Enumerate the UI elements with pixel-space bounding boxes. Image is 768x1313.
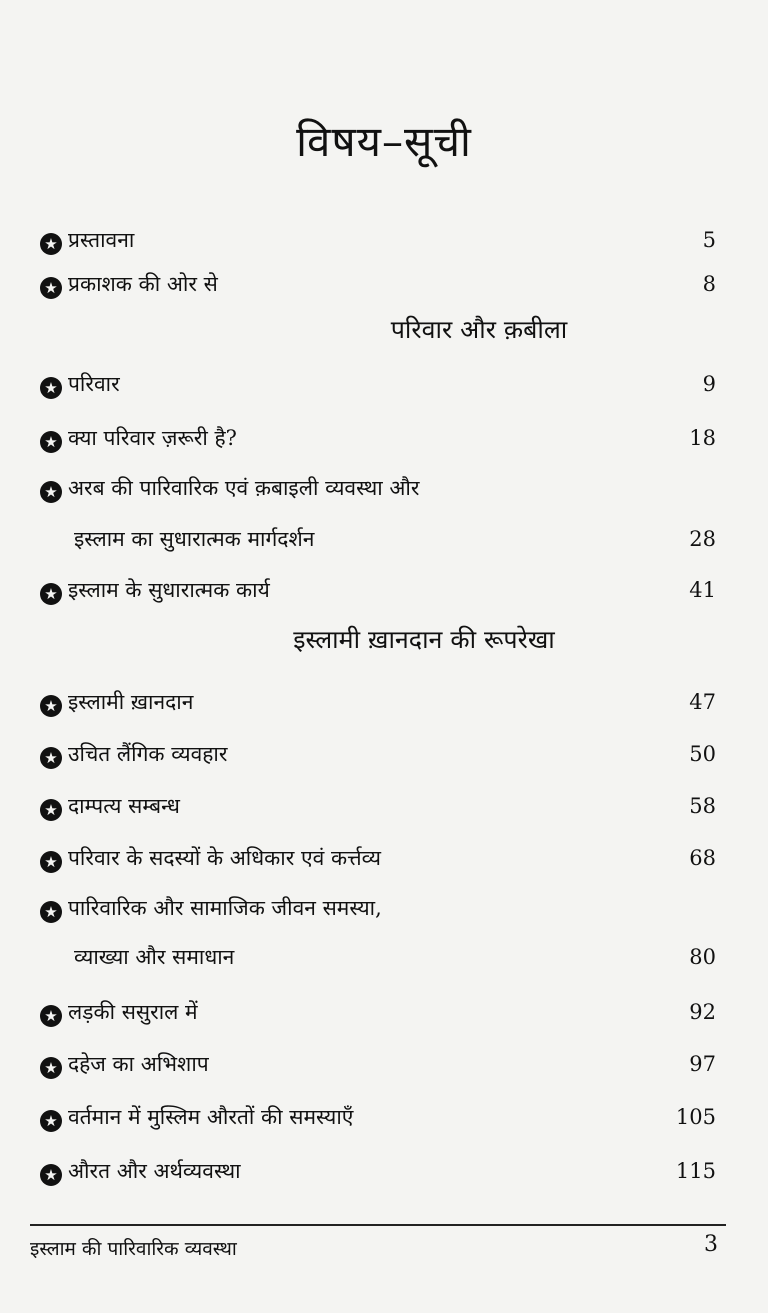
toc-entry <box>40 844 716 873</box>
star-bullet-icon: ★ <box>40 1057 62 1079</box>
toc-entry <box>40 226 716 255</box>
toc-entry <box>40 1050 716 1079</box>
entry-page: 58 <box>689 794 716 818</box>
entry-label: दहेज का अभिशाप <box>68 1052 209 1076</box>
entry-label: अरब की पारिवारिक एवं क़बाइली व्यवस्था और <box>68 476 420 500</box>
star-bullet-icon: ★ <box>40 233 62 255</box>
entry-label-continued: इस्लाम का सुधारात्मक मार्गदर्शन <box>74 527 315 551</box>
entry-page: 41 <box>689 578 716 602</box>
toc-entry <box>40 474 716 553</box>
entry-page: 5 <box>702 228 716 252</box>
entry-label: वर्तमान में मुस्लिम औरतों की समस्याएँ <box>68 1105 354 1129</box>
entry-label: इस्लाम के सुधारात्मक कार्य <box>68 578 270 602</box>
entry-label: उचित लैंगिक व्यवहार <box>68 742 228 766</box>
toc-entry <box>40 1157 716 1186</box>
toc-entry <box>40 688 716 717</box>
toc-entry <box>40 740 716 769</box>
star-bullet-icon: ★ <box>40 481 62 503</box>
entry-page: 28 <box>689 527 716 551</box>
section-heading: परिवार और क़बीला <box>390 315 568 344</box>
toc-entry <box>40 370 716 399</box>
entry-page: 80 <box>689 945 716 969</box>
star-bullet-icon: ★ <box>40 1164 62 1186</box>
toc-entry <box>40 998 716 1027</box>
entry-page: 50 <box>689 742 716 766</box>
entry-page: 105 <box>675 1105 716 1129</box>
toc-entry <box>40 792 716 821</box>
footer-page-number: 3 <box>704 1232 718 1257</box>
entry-label: प्रस्तावना <box>68 228 135 252</box>
entry-label: लड़की ससुराल में <box>68 1000 198 1024</box>
section-heading: इस्लामी ख़ानदान की रूपरेखा <box>293 625 555 654</box>
entry-page: 97 <box>689 1052 716 1076</box>
entry-label: परिवार के सदस्यों के अधिकार एवं कर्त्तव्य <box>68 846 381 870</box>
entry-page: 115 <box>675 1159 716 1183</box>
toc-entry <box>40 424 716 453</box>
star-bullet-icon: ★ <box>40 799 62 821</box>
star-bullet-icon: ★ <box>40 1005 62 1027</box>
star-bullet-icon: ★ <box>40 1110 62 1132</box>
entry-page: 18 <box>689 426 716 450</box>
entry-label: इस्लामी ख़ानदान <box>68 690 194 714</box>
footer-book-title: इस्लाम की पारिवारिक व्यवस्था <box>30 1238 237 1260</box>
star-bullet-icon: ★ <box>40 583 62 605</box>
entry-label-continued: व्याख्या और समाधान <box>74 945 235 969</box>
star-bullet-icon: ★ <box>40 377 62 399</box>
entry-page: 9 <box>702 372 716 396</box>
star-bullet-icon: ★ <box>40 747 62 769</box>
entry-page: 68 <box>689 846 716 870</box>
star-bullet-icon: ★ <box>40 851 62 873</box>
toc-entry <box>40 894 716 971</box>
entry-label: औरत और अर्थव्यवस्था <box>68 1159 241 1183</box>
entry-page: 92 <box>689 1000 716 1024</box>
entry-page: 8 <box>702 272 716 296</box>
entry-label: परिवार <box>68 372 120 396</box>
entry-label: पारिवारिक और सामाजिक जीवन समस्या, <box>68 896 382 920</box>
entry-label: दाम्पत्य सम्बन्ध <box>68 794 180 818</box>
star-bullet-icon: ★ <box>40 695 62 717</box>
toc-entry <box>40 1103 716 1132</box>
toc-entry <box>40 270 716 299</box>
star-bullet-icon: ★ <box>40 277 62 299</box>
star-bullet-icon: ★ <box>40 431 62 453</box>
entry-page: 47 <box>689 690 716 714</box>
toc-entry <box>40 576 716 605</box>
footer-divider <box>30 1224 726 1226</box>
entry-label: प्रकाशक की ओर से <box>68 272 218 296</box>
page-title: विषय–सूची <box>296 117 472 166</box>
star-bullet-icon: ★ <box>40 901 62 923</box>
entry-label: क्या परिवार ज़रूरी है? <box>68 426 237 450</box>
